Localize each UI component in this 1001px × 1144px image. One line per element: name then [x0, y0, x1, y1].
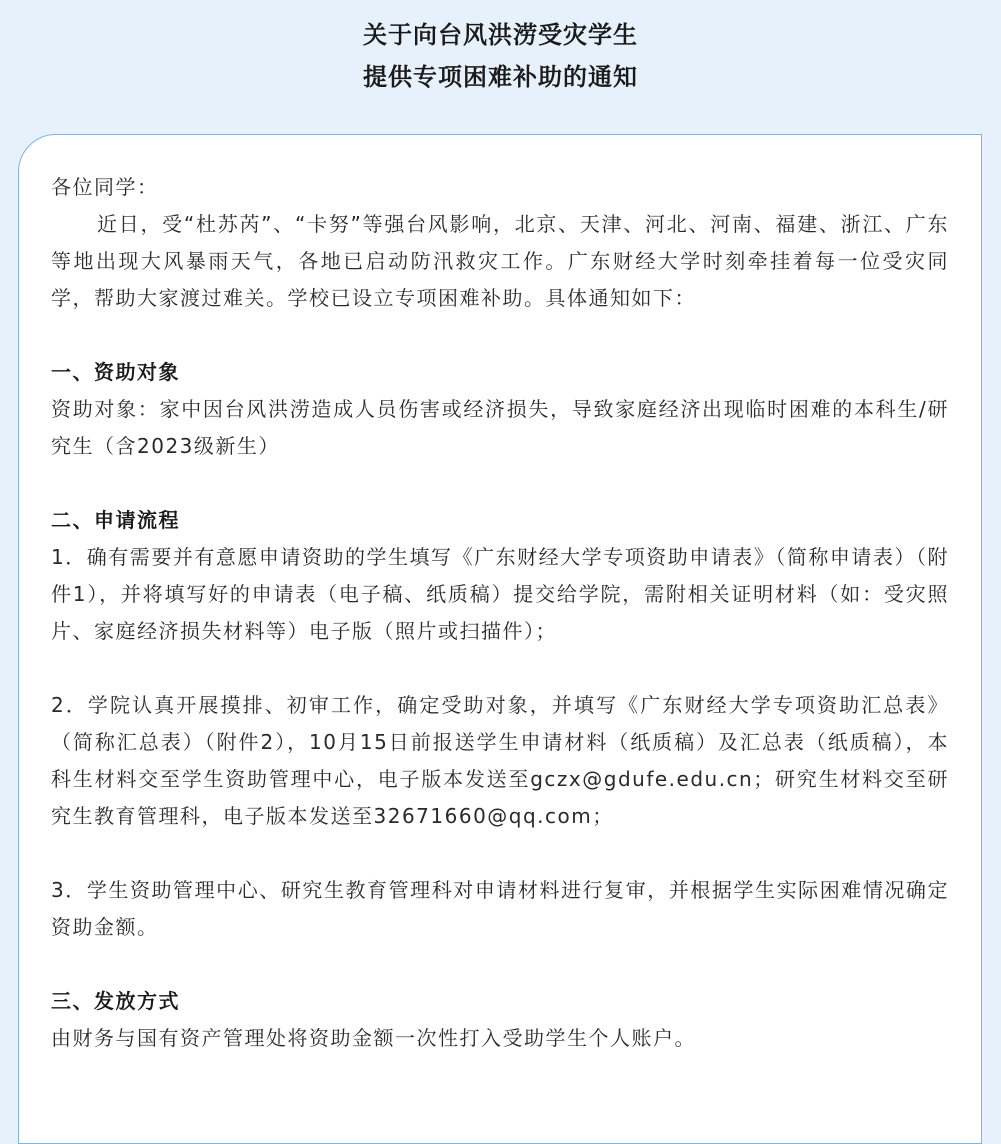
notice-card — [18, 134, 982, 1144]
section-2-step-1: 1．确有需要并有意愿申请资助的学生填写《广东财经大学专项资助申请表》（简称申请表）（附件1），并将填写好的申请表（电子稿、纸质稿）提交给学院，需附相关证明材料（如：受灾照片、家庭经济损失材料等）电子版（照片或扫描件）； — [51, 545, 949, 643]
greeting: 各位同学： — [51, 175, 159, 199]
section-3-heading: 三、发放方式 — [51, 989, 180, 1013]
intro-paragraph: 近日，受“杜苏芮”、“卡努”等强台风影响，北京、天津、河北、河南、福建、浙江、广东等地出现大风暴雨天气，各地已启动防汛救灾工作。广东财经大学时刻牵挂着每一位受灾同学，帮助大家渡过难关。学校已设立专项困难补助。具体通知如下： — [51, 212, 949, 310]
section-1-body: 资助对象：家中因台风洪涝造成人员伤害或经济损失，导致家庭经济出现临时困难的本科生/研究生（含2023级新生） — [51, 397, 949, 458]
section-3-body: 由财务与国有资产管理处将资助金额一次性打入受助学生个人账户。 — [51, 1026, 696, 1050]
section-2-step-2: 2．学院认真开展摸排、初审工作，确定受助对象，并填写《广东财经大学专项资助汇总表》（简称汇总表）（附件2），10月15日前报送学生申请材料（纸质稿）及汇总表（纸质稿），本科生材料交至学生资助管理中心，电子版本发送至gczx@gdufe.edu.cn；研究生材料交至研究生教育管理科，电子版本发送至32671660@qq.com； — [51, 693, 949, 828]
notice-title-line-2: 提供专项困难补助的通知 — [363, 63, 638, 91]
section-1-heading: 一、资助对象 — [51, 360, 180, 384]
notice-title-line-1: 关于向台风洪涝受灾学生 — [363, 21, 638, 49]
notice-title — [0, 14, 1001, 98]
section-2-step-3: 3．学生资助管理中心、研究生教育管理科对申请材料进行复审，并根据学生实际困难情况确定资助金额。 — [51, 878, 949, 939]
section-2-heading: 二、申请流程 — [51, 508, 180, 532]
